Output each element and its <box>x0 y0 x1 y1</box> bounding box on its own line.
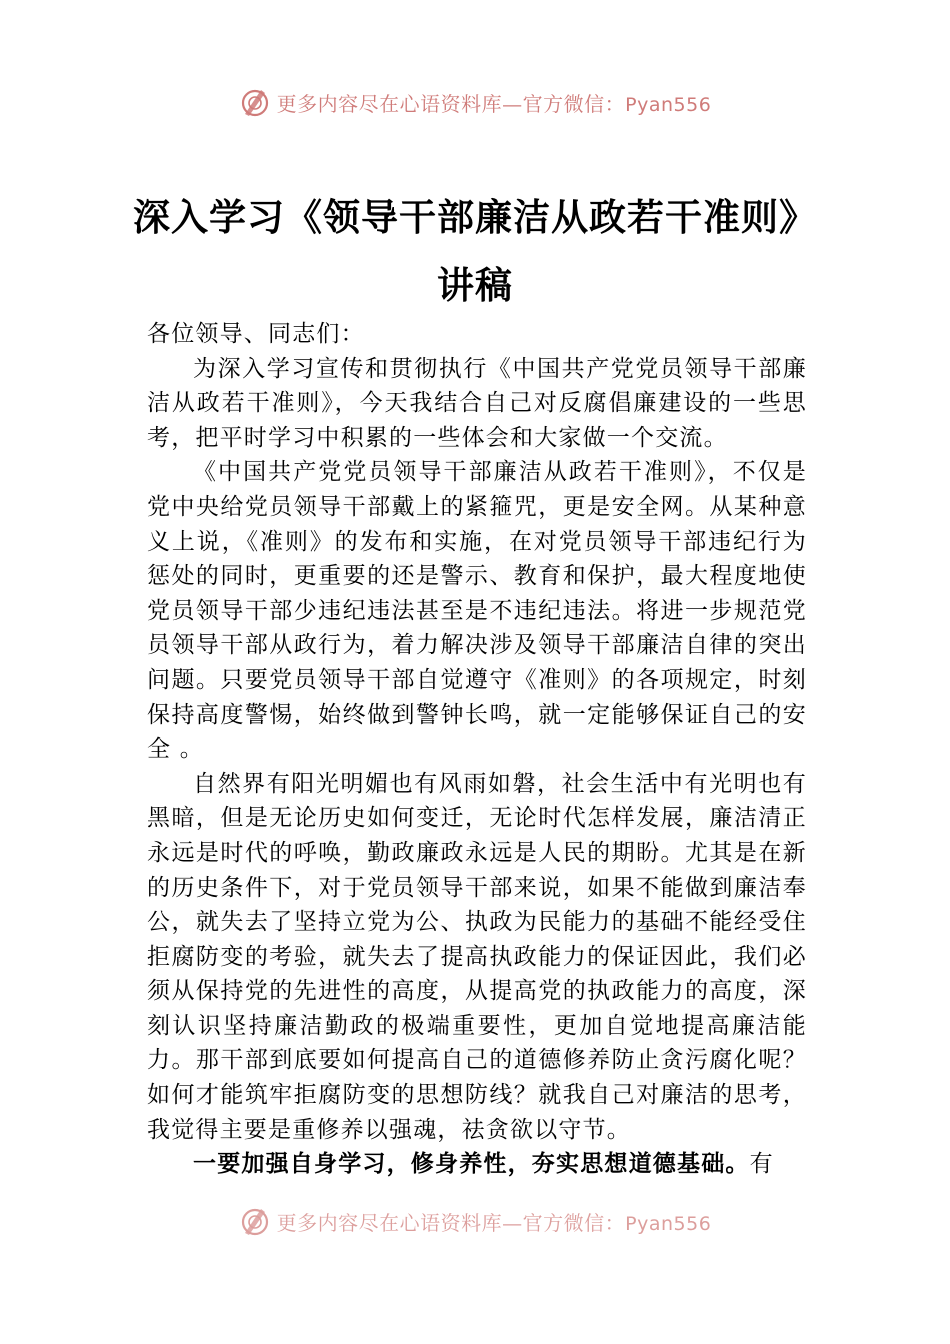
document-title: 深入学习《领导干部廉洁从政若干准则》 <box>133 195 817 239</box>
document-title-line2: 讲稿 <box>437 263 513 307</box>
paragraph: 自然界有阳光明媚也有风雨如磐，社会生活中有光明也有黑暗，但是无论历史如何变迁，无论时代怎样发展，廉洁清正永远是时代的呼唤，勤政廉政永远是人民的期盼。尤其是在新的历史条件下，对于党员领导干部来说，如果不能做到廉洁奉公，就失去了坚持立党为公、执政为民能力的基础不能经受住拒腐防变的考验，就失去了提高执政能力的保证因此，我们必须从保持党的先进性的高度，从提高党的执政能力的高度，深刻认识坚持廉洁勤政的极端重要性，更加自觉地提高廉洁能力。那干部到底要如何提高自己的道德修养防止贪污腐化呢？如何才能筑牢拒腐防变的思想防线？就我自己对廉洁的思考，我觉得主要是重修养以强魂，祛贪欲以守节。 <box>147 770 807 1143</box>
watermark-footer <box>0 1204 950 1238</box>
section-heading-bold: 一要加强自身学习，修身养性，夯实思想道德基础。 <box>193 1151 750 1178</box>
watermark-text: 更多内容尽在心语资料库—官方微信：Pyan556 <box>276 91 712 116</box>
paragraph: 为深入学习宣传和贯彻执行《中国共产党党员领导干部廉洁从政若干准则》，今天我结合自己对反腐倡廉建设的一些思考，把平时学习中积累的一些体会和大家做一个交流。 <box>147 355 807 451</box>
watermark-header <box>0 82 950 122</box>
watermark-text: 更多内容尽在心语资料库—官方微信：Pyan556 <box>276 1210 712 1235</box>
pen-logo-icon <box>239 86 271 118</box>
document-body <box>147 317 807 1182</box>
paragraph-section-heading <box>147 1147 807 1182</box>
pen-logo-icon <box>239 1205 271 1237</box>
salutation: 各位领导、同志们： <box>147 321 365 347</box>
paragraph: 《中国共产党党员领导干部廉洁从政若干准则》，不仅是党中央给党员领导干部戴上的紧箍咒，更是安全网。从某种意义上说，《准则》的发布和实施，在对党员领导干部违纪行为惩处的同时，更重要的还是警示、教育和保护，最大程度地使党员领导干部少违纪违法甚至是不违纪违法。将进一步规范党员领导干部从政行为，着力解决涉及领导干部廉洁自律的突出问题。只要党员领导干部自觉遵守《准则》的各项规定，时刻保持高度警惕，始终做到警钟长鸣，就一定能够保证自己的安全 。 <box>147 459 807 763</box>
section-heading-tail: 有 <box>749 1151 774 1178</box>
